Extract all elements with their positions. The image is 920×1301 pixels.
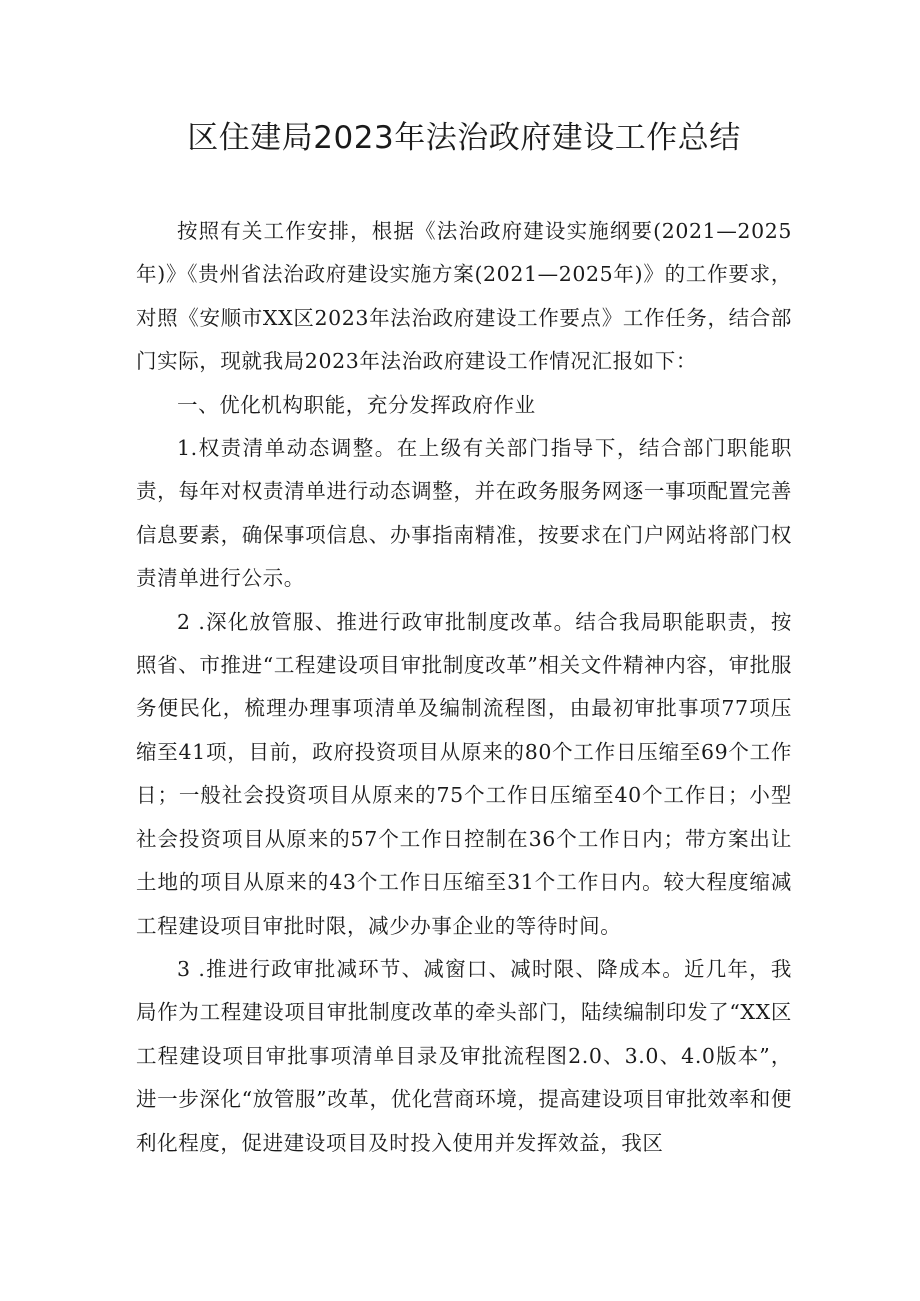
document-body — [136, 210, 792, 1165]
paragraph-item-3: 3 .推进行政审批减环节、减窗口、减时限、降成本。近几年，我局作为工程建设项目审批制度改革的牵头部门，陆续编制印发了“XX区工程建设项目审批事项清单目录及审批流程图2.0、3.0、4.0版本”，进一步深化“放管服”改革，优化营商环境，提高建设项目审批效率和便利化程度，促进建设项目及时投入使用并发挥效益，我区 — [136, 956, 792, 1155]
paragraph-intro: 按照有关工作安排，根据《法治政府建设实施纲要(2021—2025年)》《贵州省法治政府建设实施方案(2021—2025年)》的工作要求，对照《安顺市XX区2023年法治政府建设工作要点》工作任务，结合部门实际，现就我局2023年法治政府建设工作情况汇报如下： — [136, 219, 792, 374]
document-title: 区住建局2023年法治政府建设工作总结 — [187, 120, 741, 156]
section-heading-1: 一、优化机构职能，充分发挥政府作业 — [177, 392, 536, 417]
paragraph-item-2: 2 .深化放管服、推进行政审批制度改革。结合我局职能职责，按照省、市推进“工程建设项目审批制度改革”相关文件精神内容，审批服务便民化，梳理办理事项清单及编制流程图，由最初审批事项77项压缩至41项，目前，政府投资项目从原来的80个工作日压缩至69个工作日；一般社会投资项目从原来的75个工作日压缩至40个工作日；小型社会投资项目从原来的57个工作日控制在36个工作日内；带方案出让土地的项目从原来的43个工作日压缩至31个工作日内。较大程度缩减工程建设项目审批时限，减少办事企业的等待时间。 — [136, 609, 792, 938]
paragraph-item-1: 1.权责清单动态调整。在上级有关部门指导下，结合部门职能职责，每年对权责清单进行动态调整，并在政务服务网逐一事项配置完善信息要素，确保事项信息、办事指南精准，按要求在门户网站将部门权责清单进行公示。 — [136, 436, 792, 591]
